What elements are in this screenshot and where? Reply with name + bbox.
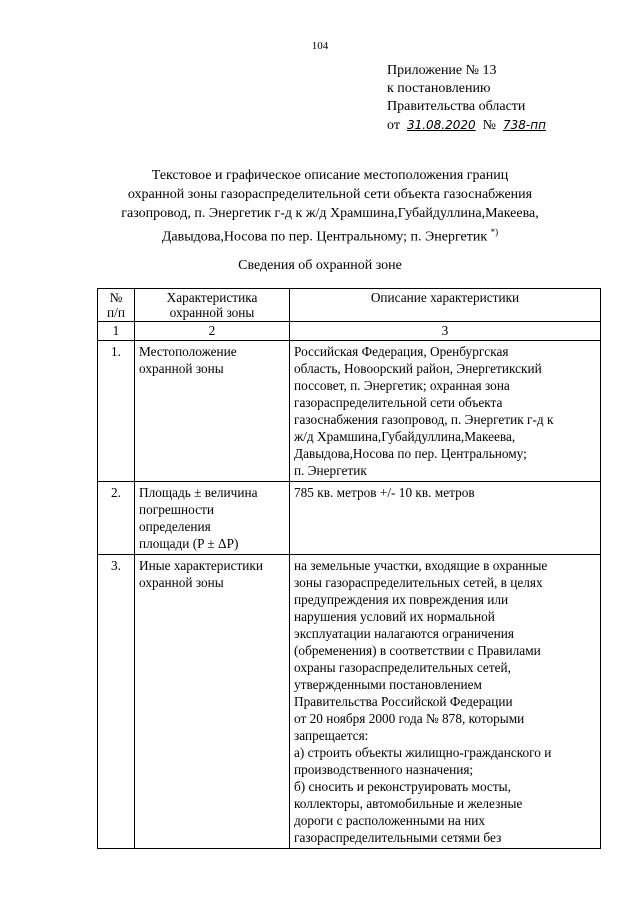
title-line-4 [60,223,600,247]
text-line: дороги с расположенными на них [294,813,485,828]
appendix-line-3: Правительства области [387,99,526,114]
title-line-4-text: Давыдова,Носова по пер. Центральному; п. Энергетик [161,229,488,245]
text-line: определения [139,519,211,534]
text-line: предупреждения их повреждения или [294,592,509,607]
table-row-area [98,482,601,555]
text-line: Давыдова,Носова по пер. Центральному; [294,446,527,461]
row-number: 3. [98,555,135,849]
text-line: охранной зоны [139,575,224,590]
document-title [60,166,600,247]
text-line: погрешности [139,502,214,517]
text-line: область, Новоорский район, Энергетикский [294,361,542,376]
text-line: охраны газораспределительных сетей, [294,660,511,675]
row-description [290,341,601,482]
text-line: п. Энергетик [294,463,367,478]
text-line: а) строить объекты жилищно-гражданского и [294,745,552,760]
text-line: газораспределительными сетями без [294,830,502,845]
text-line: запрещается: [294,728,369,743]
text-line: (обременения) в соответствии с Правилами [294,643,541,658]
text-line: ж/д Храмшина,Губайдуллина,Макеева, [294,429,516,444]
table-header-row [98,289,601,322]
appendix-block [387,62,546,135]
column-number: 3 [290,322,601,341]
row-description [290,482,601,555]
text-line: коллекторы, автомобильные и железные [294,796,523,811]
text-line: нарушения условий их нормальной [294,609,495,624]
text-line: газораспределительной сети объекта [294,395,503,410]
text-line: эксплуатации налагаются ограничения [294,626,514,641]
handwritten-number: 738-пп [503,118,546,132]
header-description: Описание характеристики [290,289,601,322]
appendix-line-1: Приложение № 13 [387,63,497,78]
text-line: Правительства Российской Федерации [294,694,513,709]
number-label: № [482,118,497,133]
text-line: Местоположение [139,344,237,359]
row-number: 2. [98,482,135,555]
table-row-location [98,341,601,482]
column-number: 1 [98,322,135,341]
text-line: площади (P ± ΔP) [139,536,239,551]
text-line: Иные характеристики [139,558,263,573]
text-line: 785 кв. метров +/- 10 кв. метров [294,485,475,500]
section-title: Сведения об охранной зоне [238,258,402,273]
text-line: охранной зоны [139,361,224,376]
appendix-line-2: к постановлению [387,81,491,96]
footnote-mark: *) [490,227,499,237]
protection-zone-table [97,288,601,849]
title-line-2: охранной зоны газораспределительной сети объекта газоснабжения [127,187,533,202]
row-characteristic [135,555,290,849]
column-number: 2 [135,322,290,341]
text-line: газоснабжения газопровод, п. Энергетик г-д к [294,412,554,427]
text-line: от 20 ноября 2000 года № 878, которыми [294,711,525,726]
text-line: на земельные участки, входящие в охранные [294,558,548,573]
text-line: зоны газораспределительных сетей, в целях [294,575,543,590]
header-characteristic-line: охранной зоны [169,305,255,320]
from-label: от [387,118,400,133]
header-characteristic-line: Характеристика [166,290,258,305]
row-characteristic [135,341,290,482]
appendix-date-line [387,116,546,135]
text-line: утвержденными постановлением [294,677,482,692]
text-line: поссовет, п. Энергетик; охранная зона [294,378,510,393]
header-num-line: п/п [107,305,125,320]
column-numbering-row [98,322,601,341]
text-line: Площадь ± величина [139,485,258,500]
header-num [98,289,135,322]
page-number: 104 [311,40,329,52]
handwritten-date: 31.08.2020 [406,118,476,132]
title-line-3: газопровод, п. Энергетик г-д к ж/д Храмшина,Губайдуллина,Макеева, [121,206,539,221]
header-characteristic [135,289,290,322]
text-line: Российская Федерация, Оренбургская [294,344,509,359]
header-num-line: № [109,290,123,305]
row-number: 1. [98,341,135,482]
table-row-other [98,555,601,849]
row-description [290,555,601,849]
text-line: производственного назначения; [294,762,474,777]
row-characteristic [135,482,290,555]
text-line: б) сносить и реконструировать мосты, [294,779,511,794]
title-line-1: Текстовое и графическое описание местоположения границ [151,168,509,183]
